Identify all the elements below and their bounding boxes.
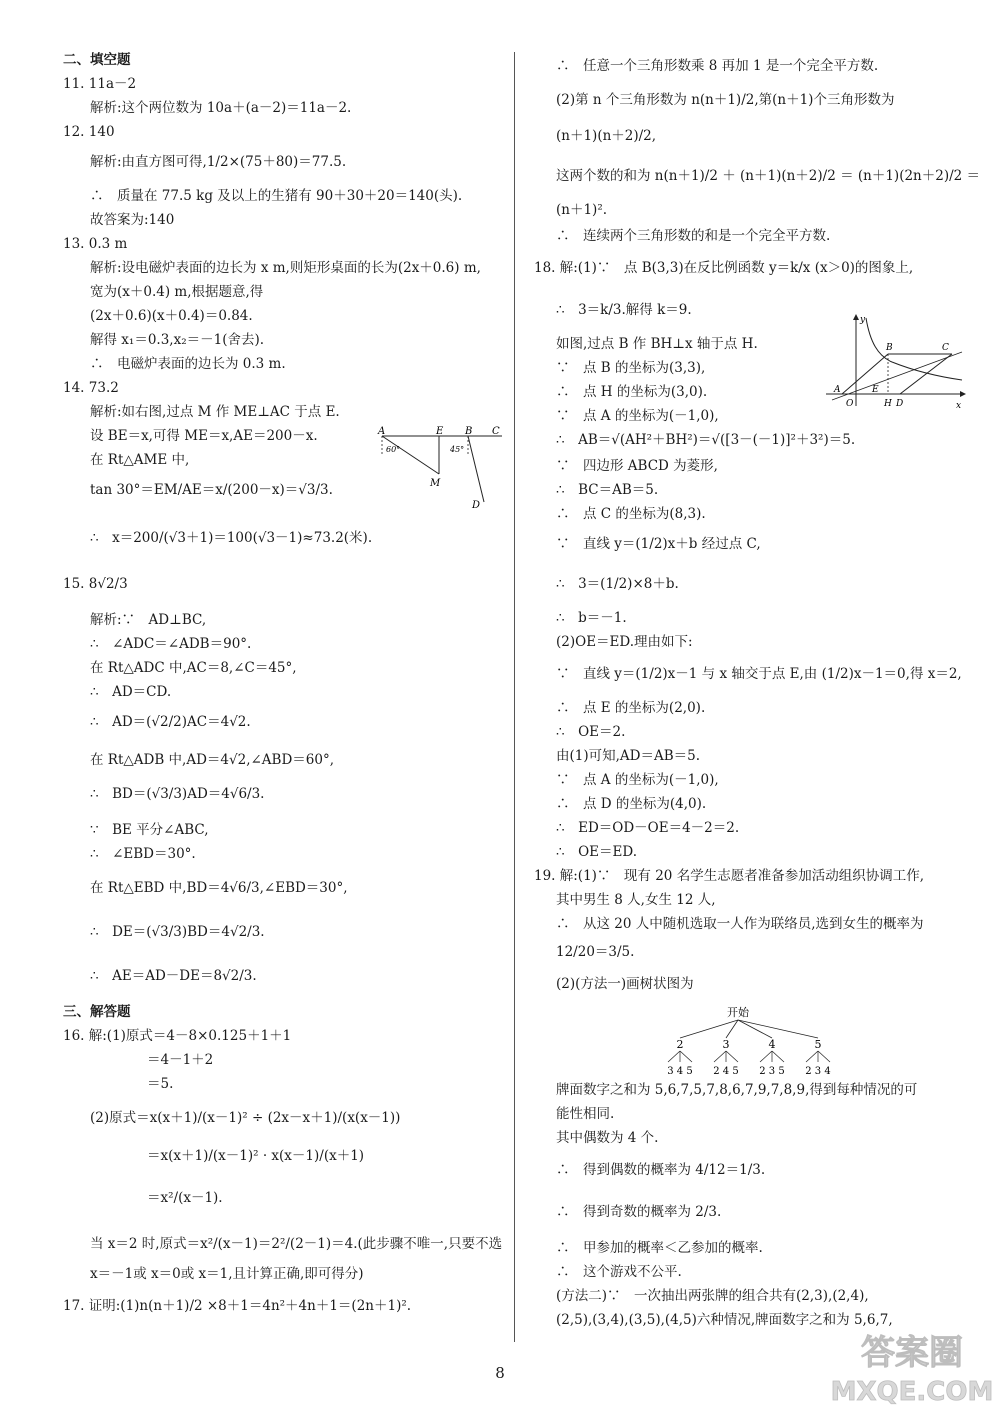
text-line: (2)原式＝x(x＋1)/(x－1)² ÷ (2x－x＋1)/(x(x－1)) xyxy=(90,1110,401,1126)
analysis-11: 解析:这个两位数为 10a＋(a－2)＝11a－2. xyxy=(90,100,352,116)
text-line: 由(1)可知,AD＝AB＝5. xyxy=(556,748,701,764)
equation-tan30: tan 30°＝EM/AE＝x/(200－x)＝√3/3. xyxy=(90,482,333,498)
watermark xyxy=(820,1328,995,1408)
text-line: ∴ 点 D 的坐标为(4,0). xyxy=(556,796,707,812)
text-line: ∵ 点 B 的坐标为(3,3), xyxy=(556,360,706,376)
text-line: ＝x²/(x－1). xyxy=(147,1190,223,1206)
text-line: ∴ 从这 20 人中随机选取一人作为联络员,选到女生的概率为 xyxy=(556,916,924,932)
angle-45: 45° xyxy=(450,445,465,454)
tree-leaves-2: 3 4 5 xyxy=(667,1066,693,1076)
analysis-14: 解析:如右图,过点 M 作 ME⊥AC 于点 E. xyxy=(90,404,340,420)
text-line: ∵ 直线 y＝(1/2)x＋b 经过点 C, xyxy=(556,536,761,552)
text-line: ＝4－1＋2 xyxy=(147,1052,214,1068)
text-line: ∵ 四边形 ABCD 为菱形, xyxy=(556,458,718,474)
text-line: ∴ ED＝OD－OE＝4－2＝2. xyxy=(556,820,740,836)
text-line: ∴ 甲参加的概率＜乙参加的概率. xyxy=(556,1240,763,1256)
figure-q18-graph xyxy=(822,312,970,412)
label-C: C xyxy=(492,426,500,437)
label-A: A xyxy=(378,426,386,437)
text-line: 设 BE＝x,可得 ME＝x,AE＝200－x. xyxy=(90,428,318,444)
figure-q14-triangle xyxy=(374,424,508,514)
text-line: ∴ 质量在 77.5 kg 及以上的生猪有 90＋30＋20＝140(头). xyxy=(90,188,463,204)
text-line: (2,5),(3,4),(3,5),(4,5)六种情况,牌面数字之和为 5,6,7, xyxy=(556,1312,893,1328)
answer-14: 14. 73.2 xyxy=(63,380,119,396)
text-line: ∴ BD＝(√3/3)AD＝4√6/3. xyxy=(90,786,265,802)
text-line: 12/20＝3/5. xyxy=(556,944,635,960)
watermark-logo: 答案圈 xyxy=(861,1333,963,1373)
solution-16: 16. 解:(1)原式＝4－8×0.125＋1＋1 xyxy=(63,1028,292,1044)
text-line: ∴ 3＝k/3.解得 k＝9. xyxy=(556,302,692,318)
text-line: ∵ 点 A 的坐标为(－1,0), xyxy=(556,408,719,424)
page-number: 8 xyxy=(495,1364,505,1382)
text-line: 解得 x₁＝0.3,x₂＝－1(舍去). xyxy=(90,332,265,348)
text-line: (2)OE＝ED.理由如下: xyxy=(556,634,693,650)
tree-node-5: 5 xyxy=(814,1038,822,1051)
text-line: (n＋1)². xyxy=(556,202,608,218)
text-line: ∴ 3＝(1/2)×8＋b. xyxy=(556,576,679,592)
tree-node-3: 3 xyxy=(722,1038,730,1051)
text-line: ∴ AD＝(√2/2)AC＝4√2. xyxy=(90,714,251,730)
label-B: B xyxy=(465,426,473,437)
solution-19: 19. 解:(1)∵ 现有 20 名学生志愿者准备参加活动组织协调工作, xyxy=(534,868,924,884)
analysis-12: 解析:由直方图可得,1/2×(75＋80)＝77.5. xyxy=(90,154,347,170)
text-line: 牌面数字之和为 5,6,7,5,7,8,6,7,9,7,8,9,得到每种情况的可 xyxy=(556,1082,918,1098)
text-line: ∵ BE 平分∠ABC, xyxy=(90,822,209,838)
text-line: ∴ 任意一个三角形数乘 8 再加 1 是一个完全平方数. xyxy=(556,58,879,74)
text-line: 如图,过点 B 作 BH⊥x 轴于点 H. xyxy=(556,336,758,352)
text-line: 能性相同. xyxy=(556,1106,615,1122)
text-line: ∵ 点 A 的坐标为(－1,0), xyxy=(556,772,719,788)
answer-12: 12. 140 xyxy=(63,124,115,140)
text-line: (2)第 n 个三角形数为 n(n＋1)/2,第(n＋1)个三角形数为 xyxy=(556,92,895,108)
point-E: E xyxy=(872,385,879,395)
text-line: 在 Rt△ADB 中,AD＝4√2,∠ABD＝60°, xyxy=(90,752,335,768)
point-B: B xyxy=(886,343,893,353)
analysis-13: 解析:设电磁炉表面的边长为 x m,则矩形桌面的长为(2x＋0.6) m, xyxy=(90,260,481,276)
solution-17: 17. 证明:(1)n(n＋1)/2 ×8＋1＝4n²＋4n＋1＝(2n＋1)². xyxy=(63,1298,412,1314)
column-divider xyxy=(514,52,515,1342)
text-line: ∴ OE＝ED. xyxy=(556,844,637,860)
point-C: C xyxy=(942,343,949,353)
text-line: ∴ ∠EBD＝30°. xyxy=(90,846,196,862)
text-line: ∴ 点 E 的坐标为(2,0). xyxy=(556,700,706,716)
text-line: ＝x(x＋1)/(x－1)² · x(x－1)/(x＋1) xyxy=(147,1148,365,1164)
text-line: 其中男生 8 人,女生 12 人, xyxy=(556,892,716,908)
text-line: ∵ 直线 y＝(1/2)x－1 与 x 轴交于点 E,由 (1/2)x－1＝0,得 x＝2, xyxy=(556,666,962,682)
figure-q19-tree xyxy=(630,1004,850,1076)
tree-leaves-4: 2 3 5 xyxy=(759,1066,785,1076)
text-line: ∴ AD＝CD. xyxy=(90,684,172,700)
origin-O: O xyxy=(846,399,854,409)
text-line: ∴ 点 C 的坐标为(8,3). xyxy=(556,506,706,522)
label-M: M xyxy=(430,478,441,489)
text-line: ∴ 电磁炉表面的边长为 0.3 m. xyxy=(90,356,286,372)
text-line: ∴ AE＝AD－DE＝8√2/3. xyxy=(90,968,257,984)
point-H: H xyxy=(884,399,892,409)
axis-y: y xyxy=(860,315,866,325)
text-line: (2x＋0.6)(x＋0.4)＝0.84. xyxy=(90,308,253,324)
text-line: ∴ OE＝2. xyxy=(556,724,626,740)
text-line: ∴ b＝－1. xyxy=(556,610,627,626)
text-line: ∴ 连续两个三角形数的和是一个完全平方数. xyxy=(556,228,831,244)
tree-leaves-5: 2 3 4 xyxy=(805,1066,831,1076)
analysis-15: 解析:∵ AD⊥BC, xyxy=(90,612,207,628)
text-line: ∴ 得到奇数的概率为 2/3. xyxy=(556,1204,722,1220)
text-line: 这两个数的和为 n(n＋1)/2 ＋ (n＋1)(n＋2)/2 ＝ (n＋1)(2n＋2)/2 ＝ xyxy=(556,168,981,184)
answer-13: 13. 0.3 m xyxy=(63,236,128,252)
label-E: E xyxy=(436,426,444,437)
text-line: ∴ 点 H 的坐标为(3,0). xyxy=(556,384,708,400)
angle-60: 60° xyxy=(386,445,401,454)
text-line: ∴ ∠ADC＝∠ADB＝90°. xyxy=(90,636,252,652)
section-heading-solutions: 三、解答题 xyxy=(63,1004,131,1020)
text-line: ∴ 这个游戏不公平. xyxy=(556,1264,682,1280)
answer-15: 15. 8√2/3 xyxy=(63,576,128,592)
tree-root: 开始 xyxy=(727,1006,749,1019)
text-line: (n＋1)(n＋2)/2, xyxy=(556,128,657,144)
text-line: ＝5. xyxy=(147,1076,174,1092)
text-line: ∴ 得到偶数的概率为 4/12＝1/3. xyxy=(556,1162,766,1178)
label-D: D xyxy=(472,500,481,511)
text-line: ∴ BC＝AB＝5. xyxy=(556,482,659,498)
watermark-url: MXQE.COM xyxy=(830,1377,994,1407)
tree-leaves-3: 2 4 5 xyxy=(713,1066,739,1076)
text-line: 在 Rt△EBD 中,BD＝4√6/3,∠EBD＝30°, xyxy=(90,880,348,896)
text-line: 其中偶数为 4 个. xyxy=(556,1130,659,1146)
text-line: x＝－1或 x＝0或 x＝1,且计算正确,即可得分) xyxy=(90,1266,364,1282)
text-line: ∴ DE＝(√3/3)BD＝4√2/3. xyxy=(90,924,265,940)
answer-11: 11. 11a－2 xyxy=(63,76,137,92)
text-line: 在 Rt△ADC 中,AC＝8,∠C＝45°, xyxy=(90,660,297,676)
solution-18: 18. 解:(1)∵ 点 B(3,3)在反比例函数 y＝k/x (x＞0)的图象上, xyxy=(534,260,914,276)
point-A: A xyxy=(834,385,841,395)
point-D: D xyxy=(896,399,904,409)
equation-x: ∴ x＝200/(√3＋1)＝100(√3－1)≈73.2(米). xyxy=(90,530,373,546)
text-line: (方法二)∵ 一次抽出两张牌的组合共有(2,3),(2,4), xyxy=(556,1288,869,1304)
text-line: ∴ AB＝√(AH²＋BH²)＝√([3－(－1)]²＋3²)＝5. xyxy=(556,432,856,448)
tree-node-4: 4 xyxy=(768,1038,776,1051)
axis-x: x xyxy=(956,401,962,411)
section-heading-fill-in: 二、填空题 xyxy=(63,52,131,68)
text-line: 故答案为:140 xyxy=(90,212,175,228)
text-line: 宽为(x＋0.4) m,根据题意,得 xyxy=(90,284,264,300)
text-line: 当 x＝2 时,原式＝x²/(x－1)＝2²/(2－1)＝4.(此步骤不唯一,只要不选 xyxy=(90,1236,503,1252)
text-line: (2)(方法一)画树状图为 xyxy=(556,976,694,992)
text-line: 在 Rt△AME 中, xyxy=(90,452,190,468)
tree-node-2: 2 xyxy=(676,1038,684,1051)
